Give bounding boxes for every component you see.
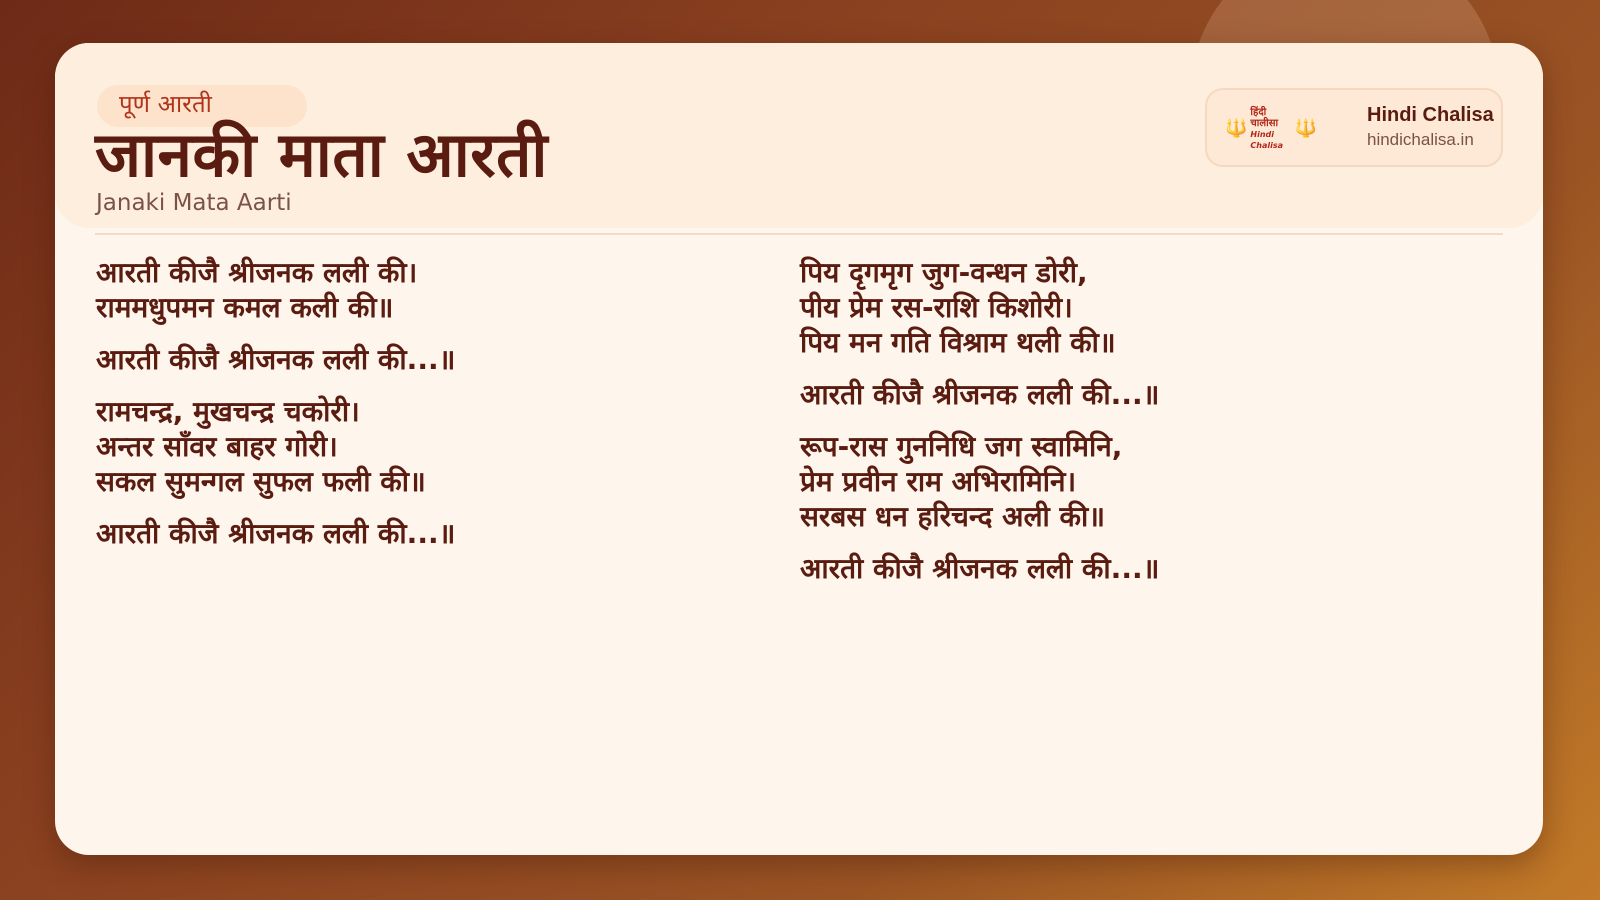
lyric-line: पीय प्रेम रस-राशि किशोरी।	[800, 291, 1073, 324]
trident-icon: 🔱	[1225, 118, 1248, 139]
aarti-card	[55, 43, 1543, 855]
lyric-line: प्रेम प्रवीन राम अभिरामिनि।	[800, 465, 1077, 498]
category-badge-label: पूर्ण आरती	[119, 90, 212, 118]
card-header	[55, 43, 1543, 228]
lyric-line: आरती कीजै श्रीजनक लली की...॥	[800, 552, 1160, 585]
lyrics-column-right	[800, 255, 1460, 603]
brand-box[interactable]	[1205, 88, 1503, 167]
stanza	[800, 429, 1460, 534]
header-divider	[95, 233, 1503, 235]
logo-text-hindi: हिंदी चालीसा	[1250, 107, 1279, 129]
stanza	[96, 394, 756, 499]
lyric-line: रूप-रास गुननिधि जग स्वामिनि,	[800, 430, 1123, 463]
brand-logo	[1225, 107, 1317, 150]
brand-name: Hindi Chalisa	[1367, 104, 1494, 126]
lyric-line: राममधुपमन कमल कली की॥	[96, 291, 394, 324]
lyric-line: आरती कीजै श्रीजनक लली की...॥	[96, 517, 456, 550]
lyric-line: सकल सुमन्गल सुफल फली की॥	[96, 465, 426, 498]
lyric-line: आरती कीजै श्रीजनक लली की।	[96, 256, 418, 289]
stanza	[800, 377, 1460, 412]
lyric-line: पिय दृगमृग जुग-वन्धन डोरी,	[800, 256, 1088, 289]
stanza	[96, 342, 756, 377]
logo-text-english: Hindi Chalisa	[1250, 130, 1284, 150]
lyric-line: आरती कीजै श्रीजनक लली की...॥	[96, 343, 456, 376]
stanza	[96, 255, 756, 325]
stanza	[800, 551, 1460, 586]
stanza	[800, 255, 1460, 360]
lyrics-column-left	[96, 255, 756, 568]
brand-url[interactable]: hindichalisa.in	[1367, 130, 1474, 149]
lyric-line: पिय मन गति विश्राम थली की॥	[800, 326, 1116, 359]
lyric-line: आरती कीजै श्रीजनक लली की...॥	[800, 378, 1160, 411]
lyric-line: रामचन्द्र, मुखचन्द्र चकोरी।	[96, 395, 360, 428]
lyric-line: अन्तर साँवर बाहर गोरी।	[96, 430, 338, 463]
page-subtitle: Janaki Mata Aarti	[96, 190, 292, 216]
stanza	[96, 516, 756, 551]
lyric-line: सरबस धन हरिचन्द अली की॥	[800, 500, 1106, 533]
page-title: जानकी माता आरती	[95, 118, 548, 191]
trident-icon: 🔱	[1294, 118, 1317, 139]
